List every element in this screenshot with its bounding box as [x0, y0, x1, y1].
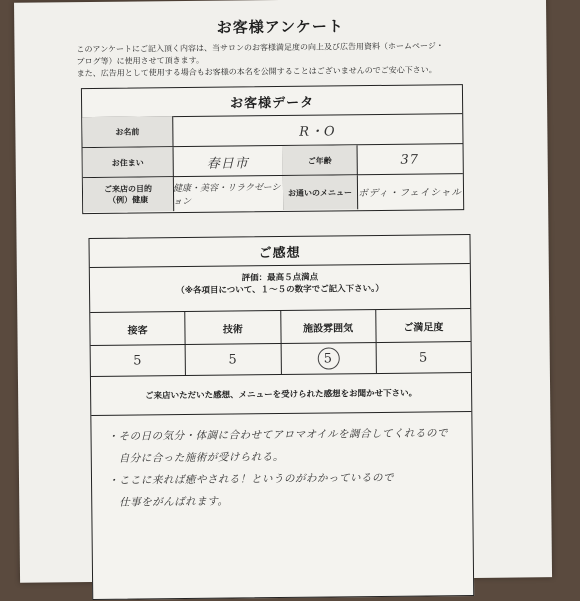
purpose-label-line: （例）健康 [108, 195, 149, 205]
menu-value-cell [357, 174, 463, 209]
age-value-cell [357, 144, 463, 175]
name-label: お名前 [82, 116, 173, 147]
handwritten-comments [91, 412, 472, 524]
impressions-table [88, 234, 474, 600]
customer-data-table [81, 84, 464, 214]
purpose-value: 健康・美容・リラクゼーション [172, 183, 281, 208]
category-header: ご満足度 [403, 321, 444, 334]
intro-text [76, 40, 506, 81]
comment-prompt: ご来店いただいた感想、メニューを受けられた感想をお聞かせ下さい。 [91, 373, 471, 416]
score-cell [281, 343, 377, 374]
purpose-row [83, 173, 463, 212]
rating-line: 評価：最高５点満点 [241, 272, 319, 284]
score-value: 5 [228, 351, 238, 368]
score-row [91, 342, 471, 377]
purpose-label-line: ご来店の目的 [103, 184, 153, 194]
customer-data-header: お客様データ [82, 85, 462, 118]
name-value-cell [172, 113, 462, 146]
comment-line: 自分に合った施術が受けられる。 [107, 450, 284, 465]
score-value: 5 [418, 349, 429, 366]
rating-line: （※各項目について、１～５の数字でご記入下さい。） [176, 283, 384, 297]
menu-value: ボディ・フェイシャル [358, 187, 462, 200]
category-header: 施設雰囲気 [281, 310, 377, 343]
comment-line: ・その日の気分・体調に合わせてアロマオイルを調合してくれるので [107, 427, 449, 443]
address-value-cell [173, 146, 284, 177]
survey-sheet [14, 0, 552, 583]
purpose-value-cell [173, 176, 284, 211]
address-label: お住まい [83, 147, 174, 178]
comment-line: 仕事をがんばれます。 [108, 495, 229, 509]
score-cell [186, 344, 282, 375]
form-title: お客様アンケート [216, 17, 344, 37]
name-value: R・O [299, 123, 336, 140]
comment-line: ・ここに来れば癒やされる！というのがわかっているので [107, 471, 395, 487]
impressions-header: ご感想 [89, 235, 469, 268]
intro-line: ブログ等）に使用させて頂きます。 [76, 55, 205, 67]
score-cell [91, 345, 187, 376]
category-header: 接客 [90, 312, 186, 345]
rating-instructions [90, 264, 470, 313]
address-value: 春日市 [206, 155, 249, 172]
category-header-row [90, 309, 470, 346]
score-value: 5 [133, 352, 143, 369]
circled-score [317, 347, 339, 369]
menu-label: お通いのメニュー [283, 175, 358, 210]
intro-line: このアンケートにご記入頂く内容は、当サロンのお客様満足度の向上及び広告用資料（ホームページ・ [76, 41, 444, 55]
age-label: ご年齢 [283, 145, 358, 176]
age-value: 37 [400, 152, 420, 168]
score-value: 5 [323, 350, 334, 367]
score-cell [376, 342, 471, 373]
name-row [82, 113, 462, 147]
category-header: 技術 [186, 311, 282, 344]
intro-line: また、広告用として使用する場合もお客様の本名を公開することはございませんのでご安心下さい。 [76, 65, 437, 79]
purpose-label [83, 177, 174, 212]
